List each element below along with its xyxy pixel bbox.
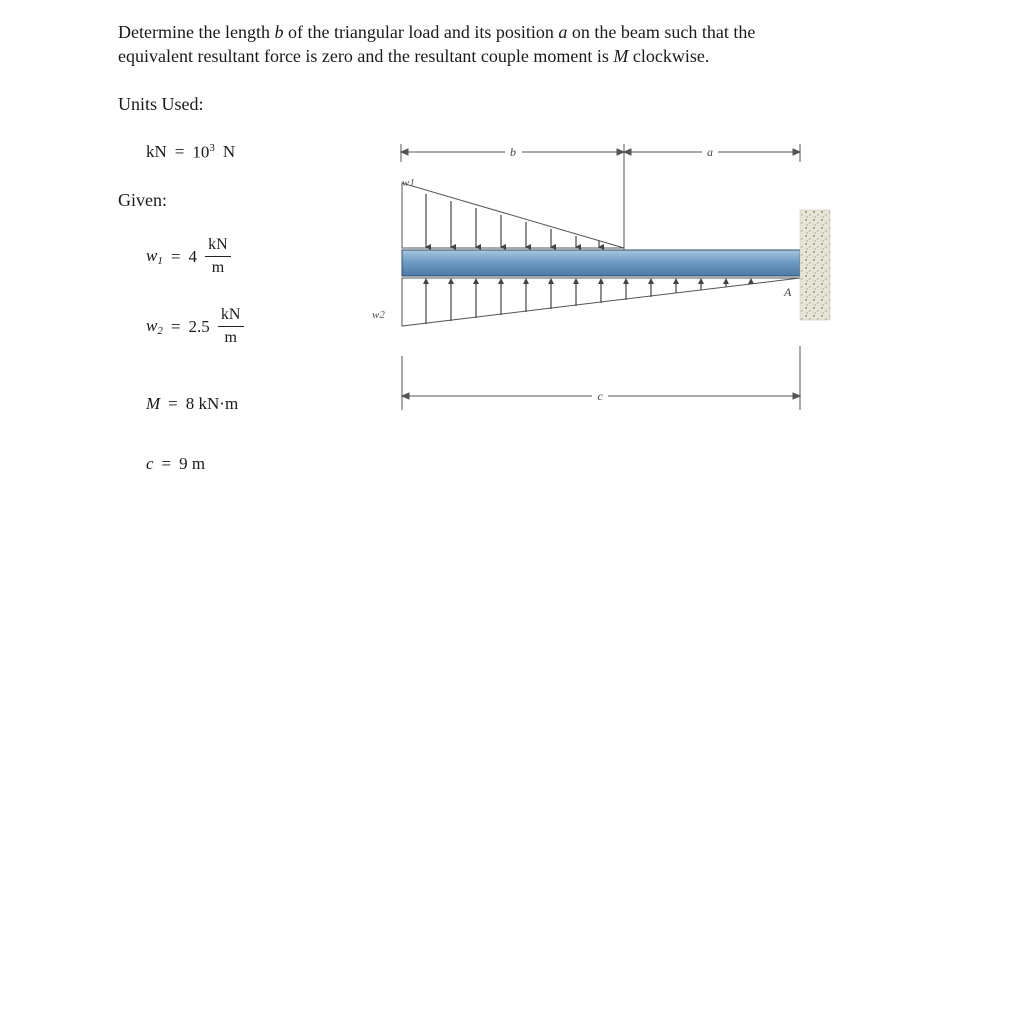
given-c: c = 9 m [146, 454, 206, 473]
w2-unit-fraction: $\frac{kN}{m}$ [218, 306, 244, 347]
label-A: A [784, 285, 792, 299]
beam [402, 250, 800, 276]
label-b: b [510, 145, 516, 159]
beam-diagram [372, 130, 850, 430]
load-w2 [402, 278, 800, 326]
problem-statement [118, 20, 878, 68]
units-equation: kN = $10^3$ N [146, 142, 236, 162]
units-heading: Units Used: [118, 94, 204, 114]
wall-support [800, 210, 830, 320]
problem-line-2: equivalent resultant force is zero and the resultant couple moment is M clockwise. [118, 46, 710, 66]
w1-unit-fraction: $\frac{kN}{m}$ [205, 236, 231, 277]
label-c: c [597, 389, 603, 403]
label-w2: w2 [372, 309, 385, 321]
given-w1: $w_1$ = 4 $\frac{kN}{m}$ [146, 236, 231, 277]
given-heading: Given: [118, 190, 167, 210]
dimension-b-a [401, 144, 800, 250]
given-M: M = 8 kN·m [146, 394, 239, 413]
label-w1: w1 [402, 177, 415, 189]
given-w2: $w_2$ = 2.5 $\frac{kN}{m}$ [146, 306, 244, 347]
load-w1 [402, 183, 624, 248]
problem-line-1: Determine the length b of the triangular load and its position a on the beam such that the [118, 22, 756, 42]
label-a: a [707, 145, 713, 159]
